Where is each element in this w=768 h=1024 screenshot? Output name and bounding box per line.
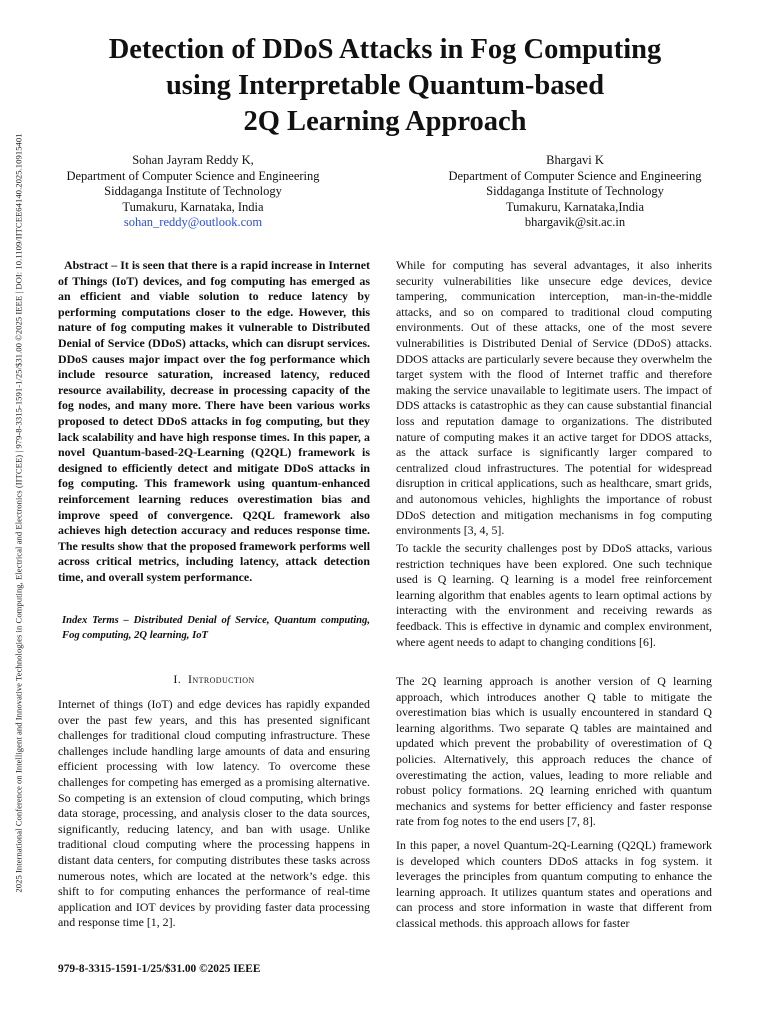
author-block-2 [430,153,720,231]
intro-paragraph: Internet of things (IoT) and edge devices has rapidly expanded over the past few years, and this has presented significant challenges for traditional cloud computing infrastructure. These challenges include handling large amounts of data and ensuring efficient processing with low latency. To overcome these challenges for competing has emerged as a promising alternative. So competing is an extension of cloud computing, which brings data storage, processing, and analysis closer to the data sources, significantly, reducing latency, and ban with usage. Unlike traditional cloud computing where the processing happens in distant data centers, for computing distributes these tasks across numerous notes, which are located at the network’s edge. this shift to for computing enhances the performance of real-time application and IOT devices by providing faster data processing and response time [1, 2]. [58,697,370,930]
copyright-footer: 979-8-3315-1591-1/25/$31.00 ©2025 IEEE [58,963,261,975]
title-line-2: using Interpretable Quantum-based [165,70,605,101]
body-paragraph: In this paper, a novel Quantum-2Q-Learning (Q2QL) framework is developed which counters DDoS attacks in fog system. it leverages the principles from quantum computing to enhance the learning approach. It utilizes quantum states and operations and can process and store information in waste that different from classical methods. this approach allows for faster [396,838,712,930]
author-institute: Siddaganga Institute of Technology [486,184,664,199]
body-paragraph: The 2Q learning approach is another version of Q learning approach, which introduces another Q table to mitigate the overestimation bias which is usually encountered in standard Q learning algorithms. Two separate Q tables are maintained and updated which prevent the probability of overestimation of Q policies. Alternatively, this approach reduces the chance of overestimating the action, values, leading to more reliable and robust policy formations. 2Q learning enriched with quantum mechanics and systems for better efficiency and faster response rate from fog notes to the end users [7, 8]. [396,674,712,829]
author-email: bhargavik@sit.ac.in [524,215,626,230]
author-location: Tumakuru, Karnataka, India [122,199,264,214]
body-paragraph: While for computing has several advantages, it also inherits security vulnerabilities like unsecure edge devices, device tampering, communication interception, man-in-the-middle attacks, and so on compared to traditional cloud computing environments. Out of these attacks, one of the most severe vulnerabilities is Distributed Denial of Service (DDoS) attacks. DDOS attacks are particularly severe because they overwhelm the target system with the flood of Internet traffic and therefore making the service unavailable to legitimate users. The impact of DDS attacks is catastrophic as they can cause substantial financial loss and reputation damage to organizations. The distributed nature of computing makes it an active target for DDOS attacks, as the attack surface is significantly larger compared to centralized cloud infrastructures. The potential for widespread disruption in critical applications, such as healthcare, smart grids, and autonomous vehicles, highlights the importance of robust DDoS detection and mitigation mechanisms in fog computing environments [3, 4, 5]. [396,258,712,538]
index-terms: Index Terms – Distributed Denial of Service, Quantum computing, Fog computing, 2Q learning, IoT [62,615,370,641]
paper-title [60,32,710,140]
author-block-1 [52,153,334,231]
author-department: Department of Computer Science and Engineering [448,168,702,183]
title-line-3: 2Q Learning Approach [243,106,527,137]
doi-sidebar [11,58,27,968]
author-location: Tumakuru, Karnataka,India [505,199,645,214]
section-heading [58,672,370,687]
author-name: Bhargavi K [546,153,604,167]
title-line-1: Detection of DDoS Attacks in Fog Computing [108,34,662,65]
body-paragraph: To tackle the security challenges post by DDoS attacks, various restriction techniques have been explored. One such technique used is Q learning. Q learning is a model free reinforcement learning algorithm that enables agents to learn optimal actions by interacting with the environment and receiving rewards as feedback. This is effective in dynamic and complex environment, where agent needs to adapt to changing conditions [6]. [396,541,712,649]
author-email-link[interactable]: sohan_reddy@outlook.com [123,215,263,230]
author-department: Department of Computer Science and Engineering [66,168,320,183]
abstract: Abstract – It is seen that there is a rapid increase in Internet of Things (IoT) devices, and fog computing has emerged as an efficient and viable solution to reduce latency by performing computations closer to the edge. However, this nature of fog computing makes it vulnerable to Distributed Denial of Service (DDoS) attacks, which can disrupt services. DDoS causes major impact over the fog performance which include resource saturation, increased latency, reduced resource availability, decrease in processing capacity of the fog nodes, and many more. There have been various works proposed to detect DDoS attacks in fog computing, but they lack scalability and have high response times. In this paper, a novel Quantum-based-2Q-Learning (Q2QL) framework is designed to efficiently detect and mitigate DDoS attacks in fog computing. This framework using quantum-enhanced reinforcement learning reduces overestimation bias and improve speed of convergence. Q2QL framework also achieves high detection accuracy and reduces response time. The results show that the proposed framework performs well across critical metrics, including latency, attack detection time, and overall system performance. [58,258,370,584]
sidebar-citation-text: 2025 International Conference on Intelligent and Innovative Technologies in Computing, Electrical and Electronics (IITCEE) | 979-8-3315-1591-1/25/$31.00 ©2025 IEEE | DOI: 10.1109/IITCEE64140.2025.10915401 [14,133,24,893]
section-title: Introduction [188,672,255,686]
author-name: Sohan Jayram Reddy K, [132,153,254,167]
author-institute: Siddaganga Institute of Technology [104,184,282,199]
section-number: I. [173,672,182,686]
